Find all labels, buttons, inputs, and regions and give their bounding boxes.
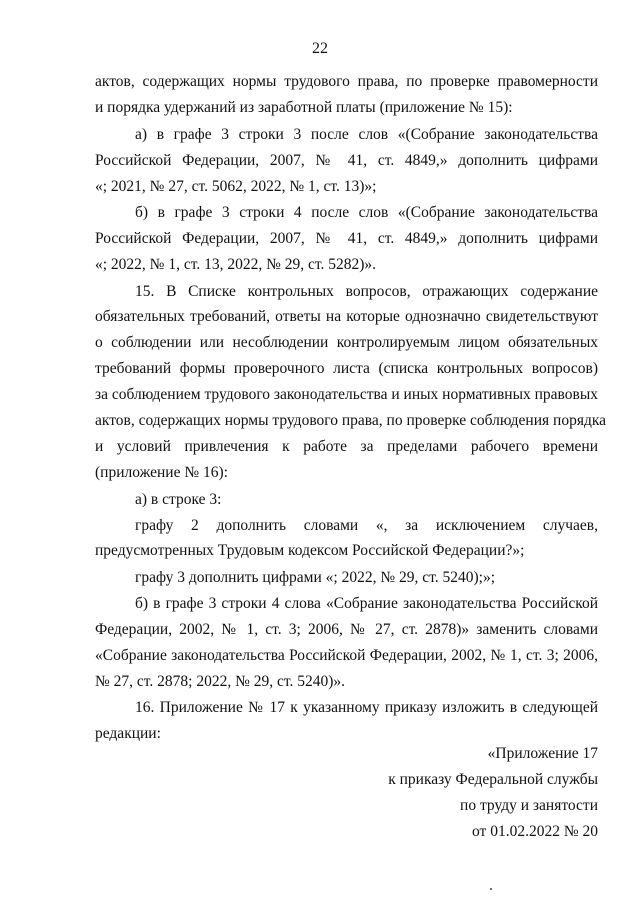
text-line: графу 3 дополнить цифрами «; 2022, № 29, ст. 5240);»; bbox=[135, 569, 496, 586]
text-line: 15. В Списке контрольных вопросов, отражающих содержание bbox=[135, 283, 598, 300]
appendix-header-line: от 01.02.2022 № 20 bbox=[472, 823, 598, 840]
appendix-header-line: по труду и занятости bbox=[460, 797, 598, 814]
text-line: Федерации, 2002, № 1, ст. 3; 2006, № 27, ст. 2878)» заменить словами bbox=[95, 621, 598, 638]
text-line: предусмотренных Трудовым кодексом Российской Федерации?»; bbox=[95, 542, 525, 559]
text-line: Российской Федерации, 2007, № 41, ст. 4849,» дополнить цифрами bbox=[95, 230, 598, 247]
text-line: а) в графе 3 строки 3 после слов «(Собрание законодательства bbox=[135, 126, 598, 143]
text-line: и порядка удержаний из заработной платы (приложение № 15): bbox=[95, 99, 513, 116]
text-line: Российской Федерации, 2007, № 41, ст. 4849,» дополнить цифрами bbox=[95, 152, 598, 169]
appendix-header-line: к приказу Федеральной службы bbox=[388, 771, 598, 788]
text-line: 16. Приложение № 17 к указанному приказу изложить в следующей bbox=[135, 699, 598, 716]
page-number: 22 bbox=[312, 40, 328, 57]
appendix-header-line: «Приложение 17 bbox=[487, 745, 598, 762]
text-line: (приложение № 16): bbox=[95, 464, 228, 481]
text-line: и условий привлечения к работе за пределами рабочего времени bbox=[95, 438, 598, 455]
text-line: за соблюдением трудового законодательства и иных нормативных правовых bbox=[95, 386, 599, 403]
scan-speck bbox=[490, 888, 492, 890]
text-line: «Собрание законодательства Российской Федерации, 2002, № 1, ст. 3; 2006, bbox=[95, 647, 598, 664]
text-line: актов, содержащих нормы трудового права, по проверке правомерности bbox=[95, 73, 598, 90]
text-line: «; 2021, № 27, ст. 5062, 2022, № 1, ст. 13)»; bbox=[95, 178, 377, 195]
text-line: № 27, ст. 2878; 2022, № 29, ст. 5240)». bbox=[95, 673, 346, 690]
text-line: «; 2022, № 1, ст. 13, 2022, № 29, ст. 5282)». bbox=[95, 256, 377, 273]
text-line: редакции: bbox=[95, 725, 161, 742]
text-line: графу 2 дополнить словами «, за исключением случаев, bbox=[135, 517, 598, 534]
text-line: обязательных требований, ответы на которые однозначно свидетельствуют bbox=[95, 308, 598, 325]
text-line: б) в графе 3 строки 4 после слов «(Собрание законодательства bbox=[135, 204, 598, 221]
text-line: о соблюдении или несоблюдении контролируемым лицом обязательных bbox=[95, 334, 598, 351]
text-line: б) в графе 3 строки 4 слова «Собрание законодательства Российской bbox=[135, 595, 598, 612]
text-line: требований формы проверочного листа (списка контрольных вопросов) bbox=[95, 360, 598, 377]
text-line: актов, содержащих нормы трудового права, по проверке соблюдения порядка bbox=[95, 412, 607, 429]
text-line: а) в строке 3: bbox=[135, 491, 222, 508]
